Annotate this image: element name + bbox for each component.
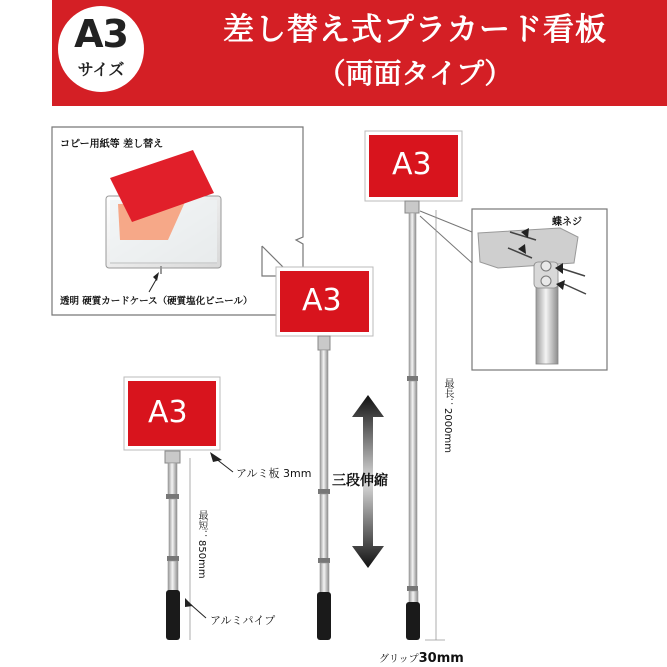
sign-medium (276, 267, 373, 640)
sign-medium-label: A3 (302, 283, 342, 318)
min-length-label: 最短：850mm (196, 510, 207, 579)
three-stage-label: 三段伸縮 (332, 473, 388, 489)
badge-size: A3 (74, 12, 128, 56)
max-length-label: 最長：2000mm (442, 378, 453, 453)
sign-short-label: A3 (148, 395, 188, 430)
screw-label: 蝶ネジ (552, 217, 582, 228)
badge-suffix: サイズ (77, 60, 125, 79)
screw-detail-box (420, 209, 607, 370)
page-subtitle: （両面タイプ） (317, 57, 513, 90)
case-label: 透明 硬質カードケース（硬質塩化ビニール） (60, 296, 253, 307)
aluminum-plate-label: アルミ板 3mm (236, 467, 312, 480)
grip-label (379, 650, 464, 666)
grip-size: 30mm (418, 651, 464, 666)
page-title: 差し替え式プラカード看板 (223, 12, 607, 48)
paper-label: コピー用紙等 差し替え (60, 139, 164, 150)
callout-box (52, 127, 303, 315)
aluminum-pipe-label: アルミパイプ (210, 614, 276, 627)
sign-tall-label: A3 (392, 147, 432, 182)
grip-prefix: グリップ (379, 654, 419, 665)
